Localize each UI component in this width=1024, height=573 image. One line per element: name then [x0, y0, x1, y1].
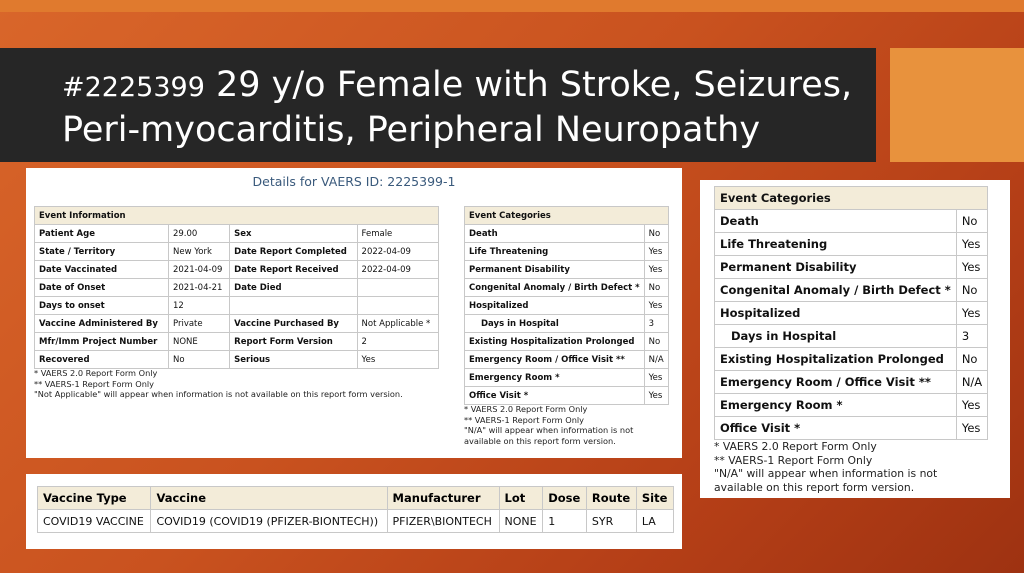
field-value: 2: [357, 333, 438, 351]
table-row: [465, 297, 669, 315]
table-row: [715, 233, 988, 256]
category-value: No: [956, 279, 987, 302]
field-value: 2021-04-09: [168, 261, 229, 279]
table-header-row: [35, 207, 439, 225]
table-header-row: [715, 187, 988, 210]
cell-vaccine-type: COVID19 VACCINE: [38, 510, 151, 533]
category-value: Yes: [644, 387, 668, 405]
field-value: Not Applicable *: [357, 315, 438, 333]
table-row: [715, 325, 988, 348]
cell-site: LA: [636, 510, 673, 533]
table-row: [465, 387, 669, 405]
field-label: Recovered: [35, 351, 169, 369]
category-value: No: [644, 279, 668, 297]
category-label: Days in Hospital: [465, 315, 645, 333]
field-label: Date Died: [230, 279, 357, 297]
details-panel: [26, 168, 682, 458]
table-row: [715, 210, 988, 233]
field-label: Mfr/Imm Project Number: [35, 333, 169, 351]
col-site: Site: [636, 487, 673, 510]
category-label: Permanent Disability: [715, 256, 957, 279]
cell-route: SYR: [586, 510, 636, 533]
vaccine-panel: [26, 474, 682, 549]
category-label: Office Visit *: [465, 387, 645, 405]
top-accent-strip: [0, 0, 1024, 12]
category-value: Yes: [956, 394, 987, 417]
field-value: 2022-04-09: [357, 243, 438, 261]
table-row: [465, 315, 669, 333]
event-information-table: [34, 206, 439, 369]
category-label: Existing Hospitalization Prolonged: [715, 348, 957, 371]
col-dose: Dose: [543, 487, 587, 510]
table-row: [715, 302, 988, 325]
category-label: Permanent Disability: [465, 261, 645, 279]
col-route: Route: [586, 487, 636, 510]
table-row: [715, 256, 988, 279]
table-row: [38, 510, 674, 533]
cell-lot: NONE: [499, 510, 543, 533]
field-label: Date Report Completed: [230, 243, 357, 261]
cell-manufacturer: PFIZER\BIONTECH: [387, 510, 499, 533]
table-row: [465, 351, 669, 369]
category-value: Yes: [956, 417, 987, 440]
field-label: Date of Onset: [35, 279, 169, 297]
category-value: Yes: [956, 233, 987, 256]
field-value: 12: [168, 297, 229, 315]
category-label: Death: [715, 210, 957, 233]
table-row: [35, 261, 439, 279]
field-value: No: [168, 351, 229, 369]
field-label: State / Territory: [35, 243, 169, 261]
field-label: [230, 297, 357, 315]
field-label: Serious: [230, 351, 357, 369]
table-row: [465, 243, 669, 261]
table-row: [715, 417, 988, 440]
event-info-header: Event Information: [35, 207, 439, 225]
table-row: [465, 279, 669, 297]
table-row: [35, 333, 439, 351]
note-line: * VAERS 2.0 Report Form Only: [714, 440, 877, 453]
field-value: Female: [357, 225, 438, 243]
table-row: [35, 225, 439, 243]
table-header-row: [465, 207, 669, 225]
field-value: New York: [168, 243, 229, 261]
field-value: NONE: [168, 333, 229, 351]
table-row: [465, 225, 669, 243]
category-label: Existing Hospitalization Prolonged: [465, 333, 645, 351]
slide-title-line2: Peri-myocarditis, Peripheral Neuropathy: [62, 110, 761, 150]
category-label: Life Threatening: [715, 233, 957, 256]
table-row: [35, 243, 439, 261]
category-value: No: [956, 348, 987, 371]
event-categories-notes-large: [714, 440, 937, 494]
note-line: * VAERS 2.0 Report Form Only: [464, 404, 588, 414]
vaccine-table: [37, 486, 674, 533]
category-label: Congenital Anomaly / Birth Defect *: [465, 279, 645, 297]
table-row: [715, 348, 988, 371]
col-vaccine-type: Vaccine Type: [38, 487, 151, 510]
category-value: 3: [644, 315, 668, 333]
field-label: Vaccine Purchased By: [230, 315, 357, 333]
category-label: Emergency Room / Office Visit **: [715, 371, 957, 394]
category-value: No: [644, 333, 668, 351]
event-categories-notes-small: [464, 404, 633, 446]
note-line: "N/A" will appear when information is not: [714, 467, 938, 480]
field-value: Private: [168, 315, 229, 333]
field-value: Yes: [357, 351, 438, 369]
category-label: Office Visit *: [715, 417, 957, 440]
table-row: [715, 371, 988, 394]
table-row: [35, 315, 439, 333]
category-value: Yes: [956, 256, 987, 279]
category-label: Days in Hospital: [715, 325, 957, 348]
title-text-1: 29 y/o Female with Stroke, Seizures,: [216, 65, 853, 105]
details-heading: Details for VAERS ID: 2225399-1: [252, 174, 456, 189]
field-label: Date Report Received: [230, 261, 357, 279]
category-label: Emergency Room / Office Visit **: [465, 351, 645, 369]
field-label: Patient Age: [35, 225, 169, 243]
col-lot: Lot: [499, 487, 543, 510]
category-value: Yes: [644, 297, 668, 315]
category-value: N/A: [644, 351, 668, 369]
cell-vaccine: COVID19 (COVID19 (PFIZER-BIONTECH)): [151, 510, 387, 533]
table-row: [715, 394, 988, 417]
note-line: ** VAERS-1 Report Form Only: [464, 414, 585, 425]
field-value: 29.00: [168, 225, 229, 243]
category-label: Life Threatening: [465, 243, 645, 261]
table-row: [35, 297, 439, 315]
event-info-notes: [34, 368, 403, 400]
category-value: Yes: [644, 261, 668, 279]
category-value: 3: [956, 325, 987, 348]
field-value: [357, 297, 438, 315]
decorative-orange-block: [890, 48, 1024, 162]
event-categories-table-small: [464, 206, 669, 405]
table-row: [465, 369, 669, 387]
event-categories-panel: [700, 180, 1010, 498]
note-line: "Not Applicable" will appear when information is not available on this report form version.: [34, 389, 403, 399]
table-row: [465, 333, 669, 351]
category-label: Hospitalized: [715, 302, 957, 325]
field-value: [357, 279, 438, 297]
field-value: 2021-04-21: [168, 279, 229, 297]
note-line: ** VAERS-1 Report Form Only: [34, 378, 155, 389]
category-value: No: [644, 225, 668, 243]
category-label: Congenital Anomaly / Birth Defect *: [715, 279, 957, 302]
field-label: Vaccine Administered By: [35, 315, 169, 333]
category-label: Emergency Room *: [465, 369, 645, 387]
category-value: Yes: [644, 243, 668, 261]
col-manufacturer: Manufacturer: [387, 487, 499, 510]
event-categories-header: Event Categories: [715, 187, 988, 210]
note-line: available on this report form version.: [464, 435, 616, 446]
category-label: Emergency Room *: [715, 394, 957, 417]
table-row: [35, 351, 439, 369]
table-row: [715, 279, 988, 302]
note-line: ** VAERS-1 Report Form Only: [714, 453, 873, 467]
category-value: Yes: [956, 302, 987, 325]
category-value: No: [956, 210, 987, 233]
note-line: * VAERS 2.0 Report Form Only: [34, 368, 158, 378]
slide-title-bar: [0, 48, 876, 162]
event-categories-table-large: [714, 186, 988, 440]
table-row: [465, 261, 669, 279]
field-label: Date Vaccinated: [35, 261, 169, 279]
event-categories-header: Event Categories: [465, 207, 669, 225]
field-value: 2022-04-09: [357, 261, 438, 279]
field-label: Sex: [230, 225, 357, 243]
category-value: Yes: [644, 369, 668, 387]
category-label: Death: [465, 225, 645, 243]
table-row: [35, 279, 439, 297]
note-line: available on this report form version.: [714, 480, 915, 494]
field-label: Days to onset: [35, 297, 169, 315]
slide-title-line1: [62, 64, 876, 109]
col-vaccine: Vaccine: [151, 487, 387, 510]
field-label: Report Form Version: [230, 333, 357, 351]
vaers-id-label: #2225399: [62, 72, 205, 103]
note-line: "N/A" will appear when information is not: [464, 425, 634, 435]
category-value: N/A: [956, 371, 987, 394]
cell-dose: 1: [543, 510, 587, 533]
vaccine-header-row: [38, 487, 674, 510]
category-label: Hospitalized: [465, 297, 645, 315]
